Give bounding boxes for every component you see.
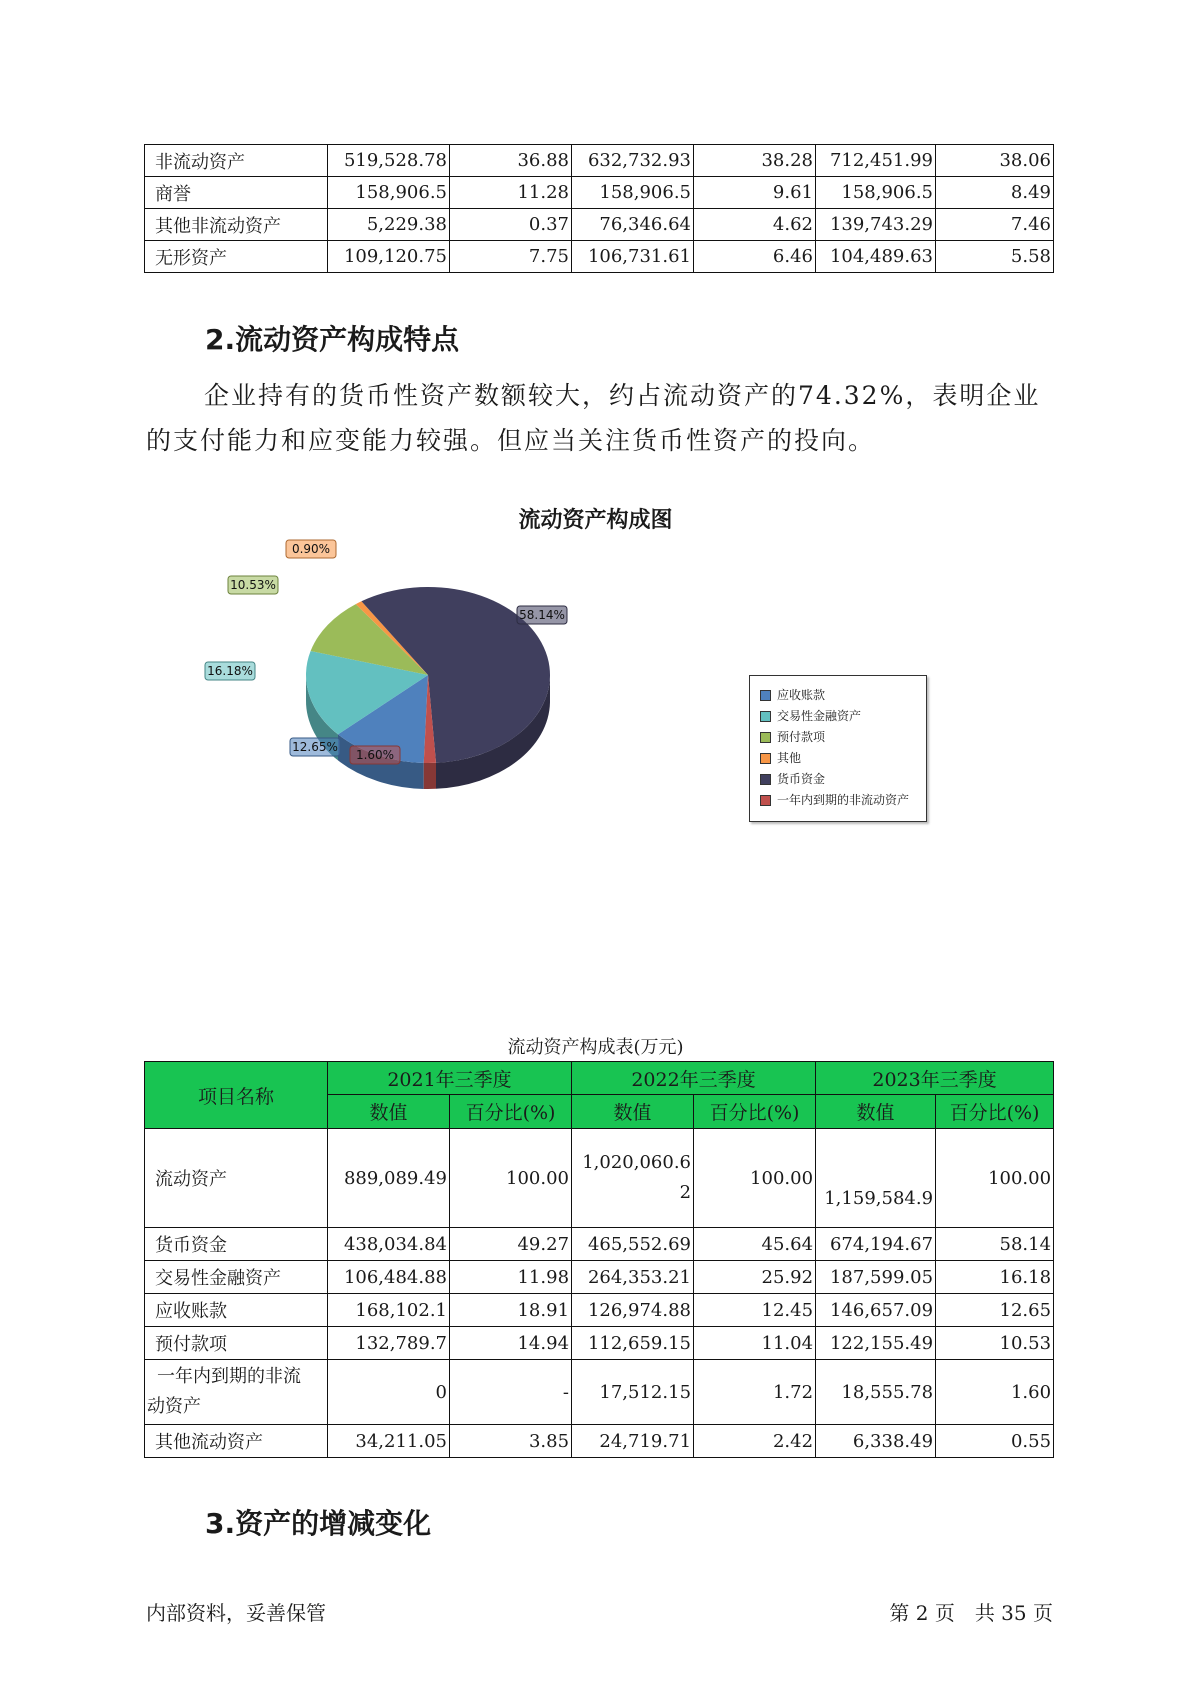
paragraph-line: 企业持有的货币性资产数额较大，约占流动资产的74.32%，表明企业 [204, 381, 1041, 410]
table-row: 其他流动资产 34,211.05 3.85 24,719.71 2.42 6,338.49 0.55 [145, 1425, 1054, 1458]
header-year: 2023年三季度 [816, 1062, 1054, 1095]
pie-chart [207, 542, 650, 830]
slice-data-label [228, 576, 278, 594]
legend-item: 交易性金融资产 [760, 707, 861, 725]
legend-swatch [760, 774, 771, 785]
svg-text:58.14%: 58.14% [519, 608, 565, 622]
svg-text:12.65%: 12.65% [292, 740, 338, 754]
table-row: 预付款项 132,789.7 14.94 112,659.15 11.04 122,155.49 10.53 [145, 1327, 1054, 1360]
legend-item: 货币资金 [760, 770, 825, 788]
chart-legend [749, 675, 927, 822]
page-number: 第 2 页 共 35 页 [889, 1601, 1053, 1625]
current-assets-table [144, 1061, 1054, 1458]
slice-data-label [205, 662, 255, 680]
paragraph-line: 的支付能力和应变能力较强。但应当关注货币性资产的投向。 [146, 426, 876, 455]
table-row: 无形资产 109,120.75 7.75 106,731.61 6.46 104,489.63 5.58 [145, 241, 1054, 273]
table-row: 货币资金 438,034.84 49.27 465,552.69 45.64 674,194.67 58.14 [145, 1228, 1054, 1261]
footer-left: 内部资料，妥善保管 [146, 1601, 326, 1625]
pie-slice-side [424, 763, 436, 789]
svg-text:1.60%: 1.60% [355, 748, 395, 762]
svg-text:0.90%: 0.90% [291, 542, 331, 556]
legend-swatch [760, 690, 771, 701]
table-row: 流动资产 889,089.49 100.00 1,020,060.6 2 100.00 1,159,584.9 100.00 [145, 1129, 1054, 1228]
slice-data-label [286, 540, 336, 558]
legend-swatch [760, 753, 771, 764]
chart-title: 流动资产构成图 [518, 507, 673, 533]
section-heading: 3.资产的增减变化 [205, 1507, 432, 1540]
table-row: 其他非流动资产 5,229.38 0.37 76,346.64 4.62 139,743.29 7.46 [145, 209, 1054, 241]
table-row: 交易性金融资产 106,484.88 11.98 264,353.21 25.92 187,599.05 16.18 [145, 1261, 1054, 1294]
legend-item: 一年内到期的非流动资产 [760, 791, 909, 809]
legend-swatch [760, 711, 771, 722]
legend-swatch [760, 732, 771, 743]
table-caption: 流动资产构成表(万元) [507, 1037, 684, 1058]
slice-data-label [517, 606, 567, 624]
legend-swatch [760, 795, 771, 806]
slice-data-label [350, 746, 400, 764]
legend-item: 预付款项 [760, 728, 825, 746]
legend-item: 应收账款 [760, 686, 825, 704]
header-item-name: 项目名称 [145, 1062, 328, 1129]
slice-data-label [290, 738, 340, 756]
non-current-assets-table [144, 144, 1054, 273]
table-row: 非流动资产 519,528.78 36.88 632,732.93 38.28 712,451.99 38.06 [145, 145, 1054, 177]
header-year: 2022年三季度 [572, 1062, 816, 1095]
table-header-row: 数值 百分比(%) 数值 百分比(%) 数值 百分比(%) [145, 1095, 1054, 1129]
table-row: 商誉 158,906.5 11.28 158,906.5 9.61 158,906.5 8.49 [145, 177, 1054, 209]
legend-item: 其他 [760, 749, 801, 767]
svg-text:16.18%: 16.18% [207, 664, 253, 678]
table-row: 应收账款 168,102.1 18.91 126,974.88 12.45 146,657.09 12.65 [145, 1294, 1054, 1327]
svg-text:10.53%: 10.53% [230, 578, 276, 592]
section-heading: 2.流动资产构成特点 [205, 323, 460, 356]
header-year: 2021年三季度 [328, 1062, 572, 1095]
table-row: 一年内到期的非流 动资产 0 - 17,512.15 1.72 18,555.78 1.60 [145, 1360, 1054, 1425]
table-header-row [145, 1062, 1054, 1095]
